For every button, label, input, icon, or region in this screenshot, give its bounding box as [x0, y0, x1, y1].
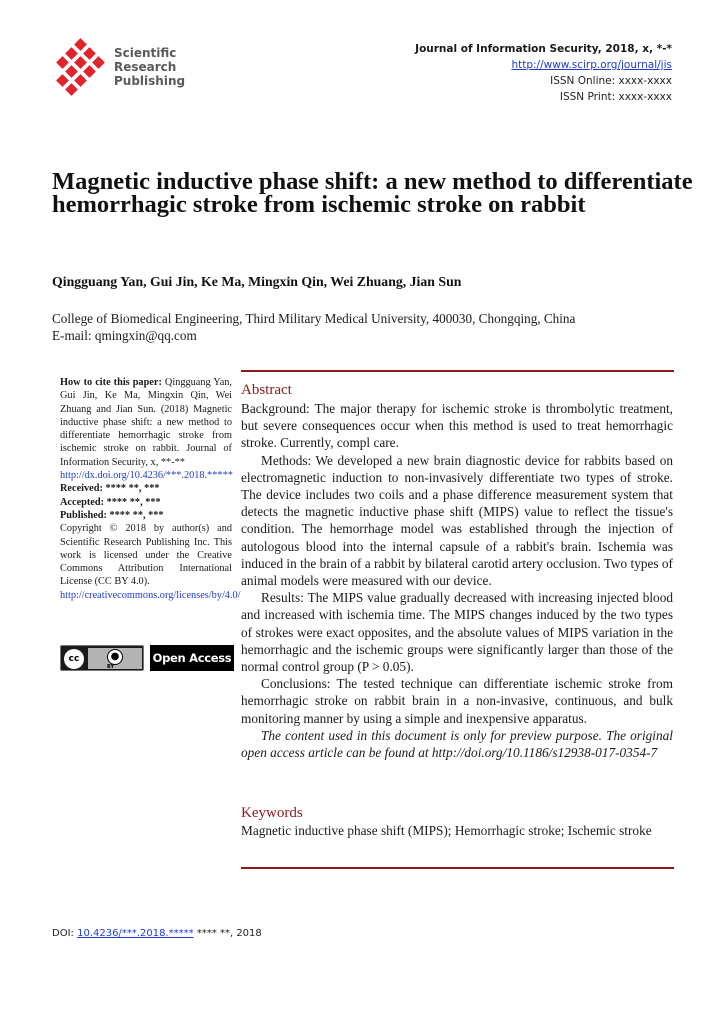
cc-icon: cc — [64, 649, 84, 669]
abstract-methods: Methods: We developed a new brain diagnostic device for rabbits based on electromagnetic induction to non-invasively differentiate two types of stroke. The device includes two coils and a phase difference measurement system that detects the magnetic inductive phase shift (MIPS) value to reflect the tissue's condition. The hemorrhage model was established through the injection of autologous blood into the internal capsule of a rabbit's brain. Ischemia was induced in the brain of a rabbit by bilateral carotid artery occlusion. Two types of animal models were measured with our device. — [241, 452, 673, 589]
abstract-bottom-rule — [241, 867, 674, 869]
preview-note: The content used in this document is only for preview purpose. The original open access article can be found at http://doi.org/10.1186/s12938-017-0354-7 — [241, 727, 673, 761]
abstract-background: Background: The major therapy for ischemic stroke is thrombolytic treatment, but severe consequences occur when this method is used to treat hemorrhagic stroke. Currently, compl care. — [241, 401, 673, 451]
citation-dates — [60, 482, 232, 522]
footer-doi-label: DOI: — [52, 928, 78, 939]
publisher-name-line2: Research — [114, 60, 177, 74]
journal-info — [415, 41, 672, 105]
abstract-heading: Abstract — [241, 382, 292, 398]
affiliation-block — [52, 310, 692, 344]
keywords-heading: Keywords — [241, 805, 303, 821]
citation-label: How to cite this paper: — [60, 377, 162, 388]
citation-sidebar — [60, 376, 241, 602]
issn-print: ISSN Print: xxxx-xxxx — [559, 91, 672, 103]
attribution-person-icon: ● — [107, 649, 123, 665]
citation-doi-link[interactable]: http://dx.doi.org/10.4236/***.2018.***** — [60, 470, 233, 482]
publisher-name-line1: Scientific — [114, 46, 177, 60]
publisher-logo-icon — [52, 38, 114, 100]
publisher-name — [114, 46, 185, 88]
abstract-results: Results: The MIPS value gradually decreased with increasing injected blood and increased with ischemia time. The MIPS changes induced by the two types of strokes were exact opposites, and the absolute values of MIPS variation in the hemorrhagic and the ischemic groups were significantly larger than those of the normal control group (P > 0.05). — [241, 590, 673, 675]
email: E-mail: qmingxin@qq.com — [52, 328, 197, 343]
journal-name: Journal of Information Security, 2018, x, *-* — [415, 43, 672, 55]
footer-doi-link[interactable]: 10.4236/***.2018.***** — [77, 928, 194, 939]
publisher-name-line3: Publishing — [114, 74, 186, 88]
open-access-badge[interactable]: Open Access — [150, 645, 234, 671]
cc-by-badge[interactable] — [60, 645, 144, 671]
by-label: BY — [107, 664, 115, 670]
abstract-body — [241, 400, 673, 761]
license-badges — [60, 645, 236, 671]
journal-url-link[interactable]: http://www.scirp.org/journal/jis — [511, 59, 672, 71]
page-footer — [52, 928, 262, 939]
citation-text — [60, 376, 232, 469]
citation-body: Qingguang Yan, Gui Jin, Ke Ma, Mingxin Qin, Wei Zhuang and Jian Sun. (2018) Magnetic inductive phase shift: a new method to differentiate hemorrhagic stroke from ischemic stroke on rabbit. Journal of Information Security, x, **-** — [60, 377, 232, 468]
accepted-date: Accepted: **** **, *** — [60, 496, 161, 508]
license-link[interactable]: http://creativecommons.org/licenses/by/4.0/ — [60, 589, 241, 601]
received-date: Received: **** **, *** — [60, 483, 160, 495]
copyright-text: Copyright © 2018 by author(s) and Scientific Research Publishing Inc. This work is licensed under the Creative Commons Attribution International License (CC BY 4.0). — [60, 523, 232, 588]
published-date: Published: **** **, *** — [60, 509, 164, 521]
issn-online: ISSN Online: xxxx-xxxx — [550, 75, 672, 87]
publisher-logo — [52, 38, 192, 100]
affiliation: College of Biomedical Engineering, Third Military Medical University, 400030, Chongqing, China — [52, 311, 576, 326]
paper-authors: Qingguang Yan, Gui Jin, Ke Ma, Mingxin Qin, Wei Zhuang, Jian Sun — [52, 274, 462, 289]
paper-title: Magnetic inductive phase shift: a new method to differentiate hemorrhagic stroke from ischemic stroke on rabbit — [52, 168, 693, 218]
footer-date: **** **, 2018 — [193, 928, 262, 939]
abstract-conclusions: Conclusions: The tested technique can differentiate ischemic stroke from hemorrhagic stroke on rabbit brain in a non-invasive, continuous, and bulk monitoring manner by using a simple and inexpensive apparatus. — [241, 676, 673, 726]
keywords-text: Magnetic inductive phase shift (MIPS); Hemorrhagic stroke; Ischemic stroke — [241, 823, 652, 838]
abstract-top-rule — [241, 370, 674, 372]
